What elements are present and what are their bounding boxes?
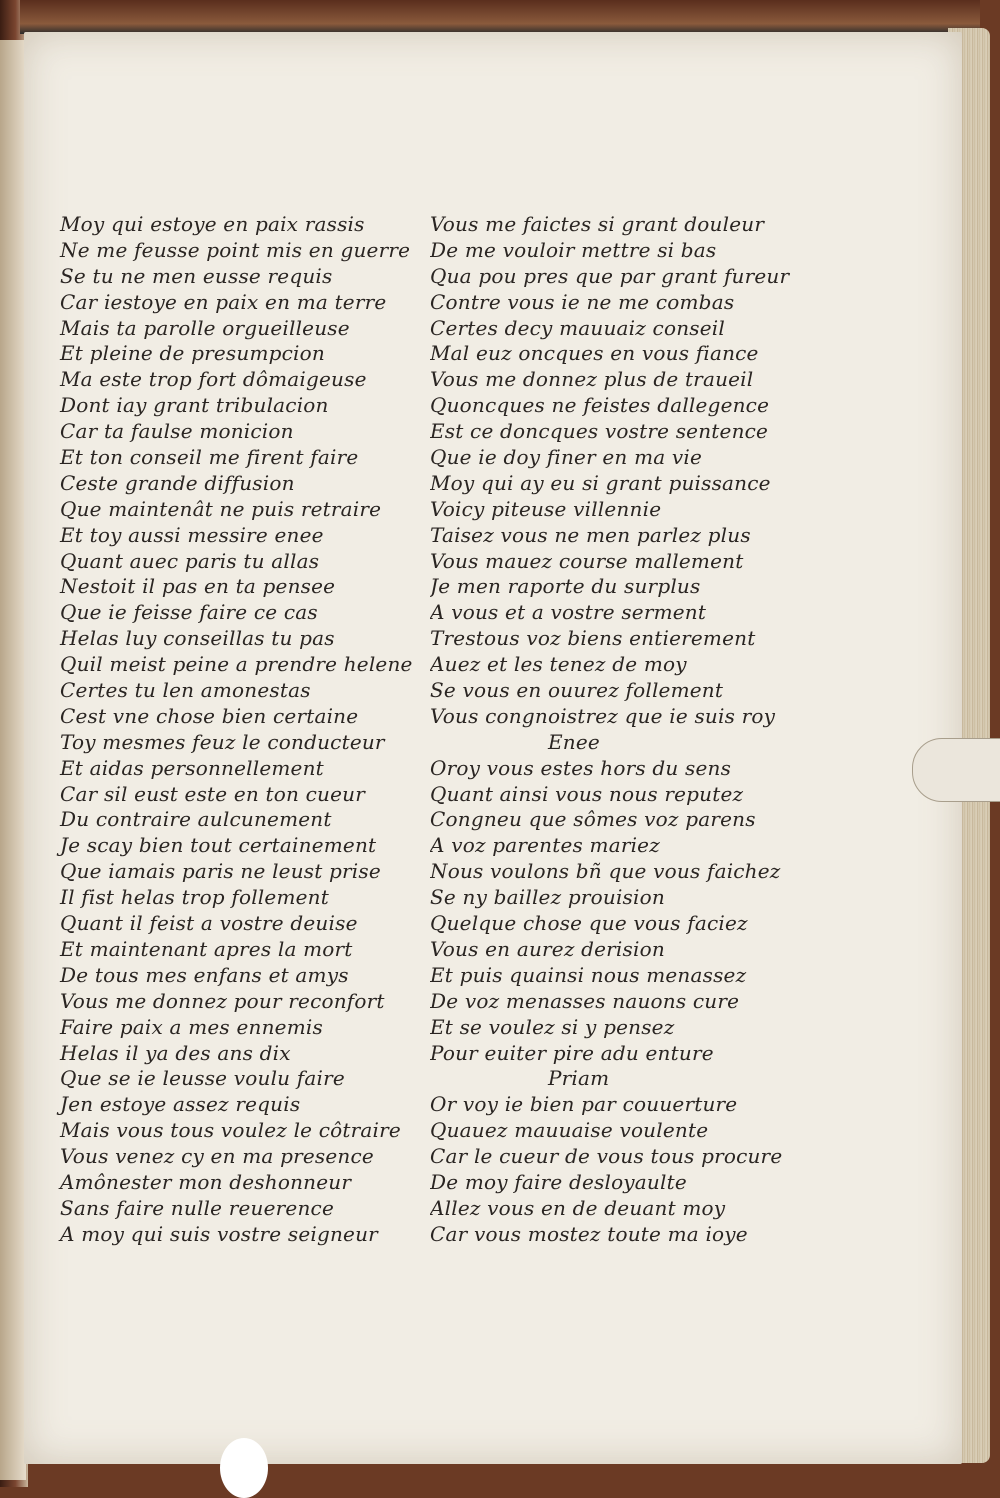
verse-line: Car ta faulse monicion	[60, 419, 294, 444]
verse-line: Moy qui ay eu si grant puissance	[430, 470, 771, 495]
verse-line: Se tu ne men eusse requis	[60, 263, 333, 288]
verse-line: Ne me feusse point mis en guerre	[60, 237, 411, 262]
verse-line: Vous me donnez plus de traueil	[430, 367, 754, 392]
verse-line: Helas luy conseillas tu pas	[60, 626, 335, 651]
verse-line: Et toy aussi messire enee	[60, 522, 324, 547]
verse-line: Cest vne chose bien certaine	[60, 703, 359, 728]
verse-line: Que ie feisse faire ce cas	[60, 600, 318, 625]
verse-line: Quant auec paris tu allas	[60, 548, 320, 573]
verse-line: Je men raporte du surplus	[430, 574, 701, 599]
verse-line: A voz parentes mariez	[430, 833, 660, 858]
book-top-edge	[20, 0, 980, 34]
verse-line: Que ie doy finer en ma vie	[430, 445, 703, 470]
verse-line: Est ce doncques vostre sentence	[430, 419, 769, 444]
verse-line: Nous voulons bñ que vous faichez	[430, 859, 781, 884]
verse-line: Mal euz oncques en vous fiance	[430, 341, 759, 366]
verse-line: Mais vous tous voulez le côtraire	[60, 1118, 401, 1143]
verse-line: Contre vous ie ne me combas	[430, 289, 735, 314]
verse-line: Dont iay grant tribulacion	[60, 393, 329, 418]
verse-line: Qua pou pres que par grant fureur	[430, 263, 790, 288]
verse-line: Je scay bien tout certainement	[60, 833, 377, 858]
verse-line: Quil meist peine a prendre helene	[60, 652, 413, 677]
verse-line: Car sil eust este en ton cueur	[60, 781, 366, 806]
verse-line: Se vous en ouurez follement	[430, 678, 724, 703]
verse-line: Car vous mostez toute ma ioye	[430, 1221, 748, 1246]
verse-line: Il fist helas trop follement	[60, 885, 329, 910]
verse-line: Car le cueur de vous tous procure	[430, 1144, 783, 1169]
verse-line: Pour euiter pire adu enture	[430, 1040, 714, 1065]
verse-line: A moy qui suis vostre seigneur	[60, 1221, 378, 1246]
verse-line: Et puis quainsi nous menassez	[430, 962, 747, 987]
verse-line: Quelque chose que vous faciez	[430, 911, 748, 936]
verse-line: Ceste grande diffusion	[60, 470, 295, 495]
verse-line: Et aidas personnellement	[60, 755, 324, 780]
verse-line: Que iamais paris ne leust prise	[60, 859, 381, 884]
verse-line: Oroy vous estes hors du sens	[430, 755, 732, 780]
verse-line: Que se ie leusse voulu faire	[60, 1066, 345, 1091]
verse-line: Et pleine de presumpcion	[60, 341, 325, 366]
verse-line: Certes tu len amonestas	[60, 678, 311, 703]
verse-line: Et se voulez si y pensez	[430, 1014, 675, 1039]
verse-line: Vous congnoistrez que ie suis roy	[430, 703, 776, 728]
speaker-heading: Priam	[548, 1066, 610, 1091]
verse-line: Or voy ie bien par couuerture	[430, 1092, 738, 1117]
verse-line: Ma este trop fort dômaigeuse	[60, 367, 367, 392]
verse-line: Sans faire nulle reuerence	[60, 1195, 334, 1220]
verse-line: A vous et a vostre serment	[430, 600, 707, 625]
verse-line: Car iestoye en paix en ma terre	[60, 289, 387, 314]
verse-line: Mais ta parolle orgueilleuse	[60, 315, 350, 340]
verse-line: Amônester mon deshonneur	[60, 1169, 352, 1194]
verse-line: Taisez vous ne men parlez plus	[430, 522, 751, 547]
verse-line: Vous me faictes si grant douleur	[430, 212, 765, 236]
verse-line: Moy qui estoye en paix rassis	[60, 212, 365, 236]
verse-line: Congneu que sômes voz parens	[430, 807, 756, 832]
verse-line: Certes decy mauuaiz conseil	[430, 315, 725, 340]
verse-line: Se ny baillez prouision	[430, 885, 665, 910]
verse-line: Du contraire aulcunement	[60, 807, 332, 832]
verse-line: Quoncques ne feistes dallegence	[430, 393, 770, 418]
verse-line: Faire paix a mes ennemis	[60, 1014, 323, 1039]
verse-line: Vous en aurez derision	[430, 936, 665, 961]
verse-line: De tous mes enfans et amys	[60, 962, 349, 987]
verse-line: Jen estoye assez requis	[60, 1092, 301, 1117]
page-hole	[220, 1438, 268, 1498]
verse-line: Nestoit il pas en ta pensee	[60, 574, 336, 599]
verse-line: De me vouloir mettre si bas	[430, 237, 717, 262]
verse-line: Allez vous en de deuant moy	[430, 1195, 726, 1220]
right-verse-column	[430, 212, 810, 1248]
verse-line: De moy faire desloyaulte	[430, 1169, 687, 1194]
verse-line: Helas il ya des ans dix	[60, 1040, 291, 1065]
verse-line: Vous venez cy en ma presence	[60, 1144, 374, 1169]
page-tab-marker	[912, 738, 1000, 802]
verse-line: Vous me donnez pour reconfort	[60, 988, 385, 1013]
verse-line: Auez et les tenez de moy	[430, 652, 687, 677]
verse-line: Toy mesmes feuz le conducteur	[60, 729, 385, 754]
verse-line: Quant ainsi vous nous reputez	[430, 781, 744, 806]
facing-page-edge	[0, 40, 26, 1480]
speaker-heading: Enee	[548, 729, 600, 754]
verse-line: Quant il feist a vostre deuise	[60, 911, 358, 936]
verse-line: Que maintenât ne puis retraire	[60, 496, 382, 521]
verse-line: Trestous voz biens entierement	[430, 626, 756, 651]
verse-line: Voicy piteuse villennie	[430, 496, 662, 521]
verse-line: Et ton conseil me firent faire	[60, 445, 359, 470]
verse-line: Vous mauez course mallement	[430, 548, 744, 573]
verse-line: De voz menasses nauons cure	[430, 988, 740, 1013]
verse-line: Et maintenant apres la mort	[60, 936, 353, 961]
verse-line: Quauez mauuaise voulente	[430, 1118, 709, 1143]
left-verse-column	[48, 212, 418, 1248]
